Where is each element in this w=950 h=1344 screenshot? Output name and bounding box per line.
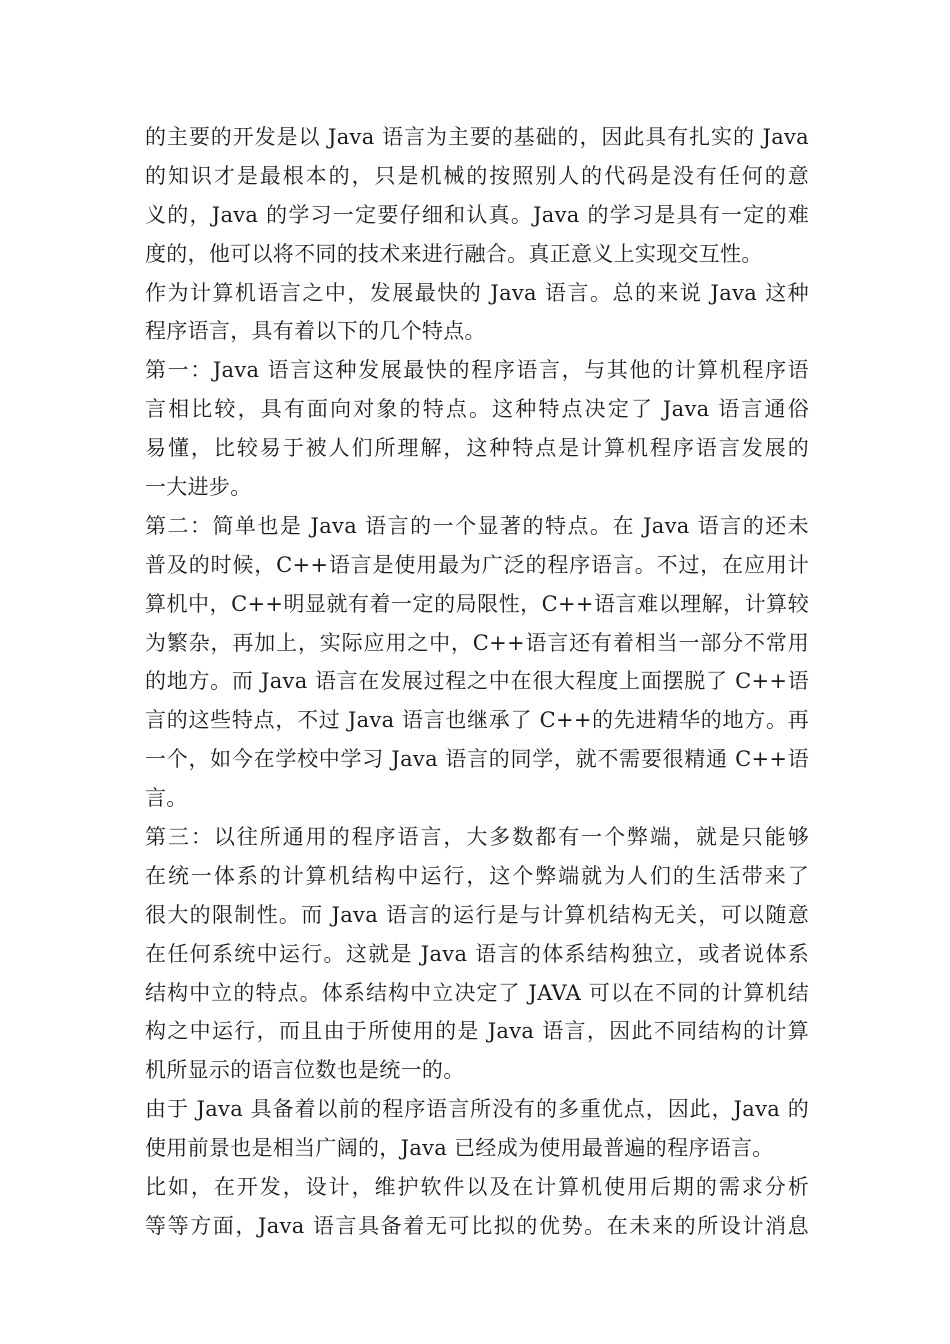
- text-line: 由于 Java 具备着以前的程序语言所没有的多重优点，因此，Java 的: [145, 1097, 809, 1122]
- text-line: 构之中运行，而且由于所使用的是 Java 语言，因此不同结构的计算: [145, 1019, 809, 1044]
- text-line: 一个，如今在学校中学习 Java 语言的同学，就不需要很精通 C++语: [145, 747, 809, 772]
- text-line: 第三：以往所通用的程序语言，大多数都有一个弊端，就是只能够: [145, 825, 809, 850]
- text-line: 算机中，C++明显就有着一定的局限性，C++语言难以理解，计算较: [145, 591, 809, 616]
- text-line: 度的，他可以将不同的技术来进行融合。真正意义上实现交互性。: [145, 241, 763, 266]
- text-line: 比如，在开发，设计，维护软件以及在计算机使用后期的需求分析: [145, 1175, 809, 1200]
- text-line: 在统一体系的计算机结构中运行，这个弊端就为人们的生活带来了: [145, 863, 809, 888]
- text-line: 一大进步。: [145, 475, 252, 500]
- text-line: 的主要的开发是以 Java 语言为主要的基础的，因此具有扎实的 Java: [145, 125, 809, 149]
- text-line: 的知识才是最根本的，只是机械的按照别人的代码是没有任何的意: [145, 163, 809, 188]
- text-line: 为繁杂，再加上，实际应用之中，C++语言还有着相当一部分不常用: [145, 630, 809, 655]
- text-line: 使用前景也是相当广阔的，Java 已经成为使用最普遍的程序语言。: [145, 1136, 774, 1161]
- text-line: 的地方。而 Java 语言在发展过程之中在很大程度上面摆脱了 C++语: [145, 669, 809, 694]
- body-text: [145, 118, 809, 1246]
- text-line: 很大的限制性。而 Java 语言的运行是与计算机结构无关，可以随意: [145, 902, 809, 927]
- text-line: 第二：简单也是 Java 语言的一个显著的特点。在 Java 语言的还未: [145, 513, 809, 538]
- text-line: 言。: [145, 786, 188, 811]
- text-line: 在任何系统中运行。这就是 Java 语言的体系结构独立，或者说体系: [145, 941, 809, 966]
- text-line: 第一：Java 语言这种发展最快的程序语言，与其他的计算机程序语: [145, 358, 809, 383]
- text-line: 义的，Java 的学习一定要仔细和认真。Java 的学习是具有一定的难: [145, 202, 809, 227]
- text-line: 易懂，比较易于被人们所理解，这种特点是计算机程序语言发展的: [145, 436, 809, 461]
- text-line: 机所显示的语言位数也是统一的。: [145, 1058, 465, 1083]
- text-line: 作为计算机语言之中，发展最快的 Java 语言。总的来说 Java 这种: [145, 280, 809, 305]
- text-line: 普及的时候，C++语言是使用最为广泛的程序语言。不过，在应用计: [145, 552, 809, 577]
- text-line: 等等方面，Java 语言具备着无可比拟的优势。在未来的所设计消息: [145, 1213, 809, 1238]
- text-line: 程序语言，具有着以下的几个特点。: [145, 319, 486, 344]
- text-line: 言的这些特点，不过 Java 语言也继承了 C++的先进精华的地方。再: [145, 708, 809, 733]
- text-line: 言相比较，具有面向对象的特点。这种特点决定了 Java 语言通俗: [145, 397, 809, 422]
- text-line: 结构中立的特点。体系结构中立决定了 JAVA 可以在不同的计算机结: [145, 980, 809, 1005]
